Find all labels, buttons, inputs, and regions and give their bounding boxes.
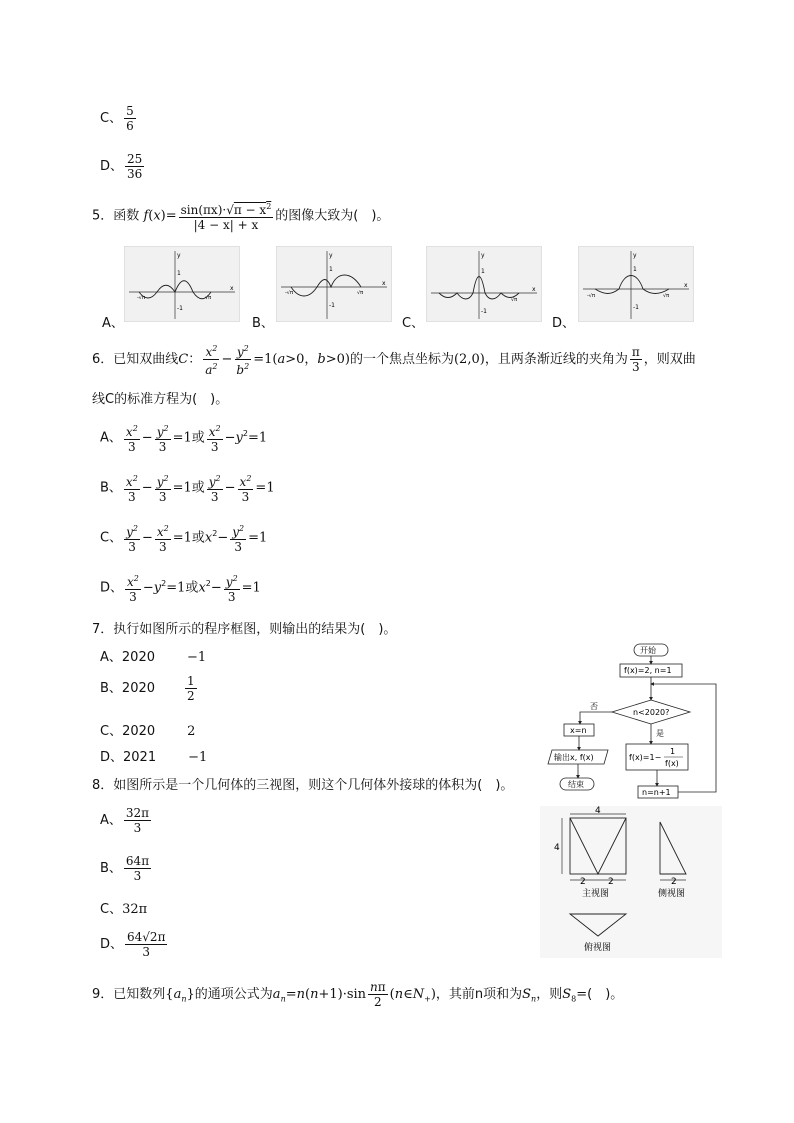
fraction-denominator: 6 bbox=[126, 119, 134, 133]
flow-end: 结束 bbox=[568, 780, 584, 789]
svg-text:√π: √π bbox=[663, 293, 670, 299]
dim-b1: 2 bbox=[580, 877, 586, 887]
svg-text:1: 1 bbox=[177, 270, 181, 277]
three-views bbox=[540, 806, 722, 958]
graph-b[interactable] bbox=[276, 246, 392, 322]
svg-text:1: 1 bbox=[481, 268, 485, 275]
graph-a[interactable] bbox=[124, 246, 240, 322]
flow-update-den: f(x) bbox=[665, 759, 679, 768]
svg-text:√π: √π bbox=[511, 297, 518, 303]
dim-b2: 2 bbox=[608, 877, 614, 887]
graph-d[interactable] bbox=[578, 246, 694, 322]
question-9: 9．已知数列$\{a_n\}$的通项公式为$a_n=n(n+1)\cdot\sin$ $\frac{n\pi}{2}$ $(n\in N_+)$，其前n项和为$S_n$，则$S_8=$( )。 bbox=[92, 980, 624, 1009]
function-fraction: $\frac{\sin(\pi x)\cdot√\pi - x^2}{|4 - x| + x}$ bbox=[180, 202, 272, 232]
question-6: 6．已知双曲线C： $\frac{x^2}{a^2}$ − $\frac{y^2}{b^2}$ =1(a>0，b>0)的一个焦点坐标为(2,0)，且两条渐近线的夹角为 $\frac{\pi}{3}$ ，则双曲 bbox=[92, 344, 696, 377]
flow-output: 输出x, f(x) bbox=[554, 753, 594, 762]
flow-cond: n<2020? bbox=[633, 708, 670, 717]
svg-text:y: y bbox=[481, 252, 485, 259]
question-5: 5．函数 f(x)= $\frac{\sin(\pi x)\cdot√\pi - x^2}{|4 - x| + x}$ 的图像大致为( )。 bbox=[92, 202, 390, 232]
q7-option-d[interactable]: D、2021 −1 bbox=[100, 750, 208, 765]
flow-assign: x=n bbox=[570, 726, 587, 735]
svg-text:1: 1 bbox=[633, 266, 637, 273]
fraction-denominator: 36 bbox=[127, 167, 143, 181]
q8-option-c[interactable]: C、32π bbox=[100, 902, 148, 917]
svg-text:√π: √π bbox=[205, 295, 212, 301]
svg-text:x: x bbox=[382, 280, 386, 287]
option-c-prev: C、 $\frac{5}{6}$ bbox=[100, 104, 134, 133]
dim-top: 4 bbox=[595, 806, 601, 816]
side-view-label: 侧视图 bbox=[658, 889, 686, 899]
svg-text:-√π: -√π bbox=[137, 295, 146, 301]
option-d-prev: D、 $\frac{25}{36}$ bbox=[100, 152, 143, 181]
flow-init: f(x)=2, n=1 bbox=[624, 666, 672, 675]
svg-text:x: x bbox=[532, 286, 536, 293]
flow-inc: n=n+1 bbox=[642, 788, 671, 797]
q7-option-b[interactable]: B、2020 $\frac{1}{2}$ bbox=[100, 674, 195, 703]
option-d-label: D、 bbox=[552, 316, 576, 331]
graph-c[interactable] bbox=[426, 246, 542, 322]
flow-start: 开始 bbox=[640, 646, 656, 655]
svg-text:-1: -1 bbox=[329, 302, 335, 309]
svg-text:x: x bbox=[684, 282, 688, 289]
front-view-label: 主视图 bbox=[582, 889, 610, 899]
flowchart bbox=[530, 640, 726, 800]
svg-text:y: y bbox=[329, 252, 333, 259]
q8-option-b[interactable]: B、 $\frac{64\pi}{3}$ bbox=[100, 854, 150, 883]
flow-no: 否 bbox=[590, 702, 598, 711]
fraction-numerator: 5 bbox=[126, 104, 134, 118]
q7-option-a[interactable]: A、2020 −1 bbox=[100, 650, 207, 665]
svg-text:-√π: -√π bbox=[285, 290, 294, 296]
svg-text:-√π: -√π bbox=[587, 293, 596, 299]
option-c-label: C、 bbox=[402, 316, 425, 331]
svg-text:y: y bbox=[177, 252, 181, 259]
q6-option-d[interactable]: D、 $\frac{x^2}{3}$ $-y^2=1$或$x^2-$ $\frac{y^2}{3}$ =1 bbox=[100, 574, 261, 604]
flow-update-num: 1 bbox=[670, 747, 676, 756]
svg-text:x: x bbox=[230, 285, 234, 292]
dim-left: 4 bbox=[554, 843, 560, 853]
svg-text:y: y bbox=[633, 252, 637, 259]
question-7: 7．执行如图所示的程序框图，则输出的结果为( )。 bbox=[92, 622, 397, 637]
question-6-line2: 线C的标准方程为( )。 bbox=[92, 392, 229, 407]
option-b-label: B、 bbox=[252, 316, 274, 331]
q6-option-c[interactable]: C、 $\frac{y^2}{3}$ − $\frac{x^2}{3}$ =1或$x^2-$ $\frac{y^2}{3}$ =1 bbox=[100, 524, 268, 554]
q8-option-d[interactable]: D、 $\frac{64√2\pi}{3}$ bbox=[100, 930, 166, 959]
svg-text:√π: √π bbox=[357, 290, 364, 296]
flow-yes: 是 bbox=[656, 729, 664, 738]
svg-text:-1: -1 bbox=[481, 308, 487, 315]
q8-option-a[interactable]: A、 $\frac{32\pi}{3}$ bbox=[100, 806, 150, 835]
option-a-label: A、 bbox=[102, 316, 124, 331]
svg-text:1: 1 bbox=[329, 266, 333, 273]
dim-side: 2 bbox=[671, 877, 677, 887]
svg-text:-1: -1 bbox=[177, 305, 183, 312]
flow-update-pre: f(x)=1− bbox=[629, 753, 662, 762]
q6-option-a[interactable]: A、 $\frac{x^2}{3}$ − $\frac{y^2}{3}$ =1或 $\frac{x^2}{3}$ $-y^2=1$ bbox=[100, 424, 268, 454]
fraction-numerator: 25 bbox=[127, 152, 143, 166]
svg-text:-1: -1 bbox=[633, 304, 639, 311]
q7-option-c[interactable]: C、2020 2 bbox=[100, 724, 196, 739]
q6-option-b[interactable]: B、 $\frac{x^2}{3}$ − $\frac{y^2}{3}$ =1或 $\frac{y^2}{3}$ − $\frac{x^2}{3}$ =1 bbox=[100, 474, 275, 504]
top-view-label: 俯视图 bbox=[584, 943, 612, 953]
question-8: 8．如图所示是一个几何体的三视图，则这个几何体外接球的体积为( )。 bbox=[92, 778, 514, 793]
